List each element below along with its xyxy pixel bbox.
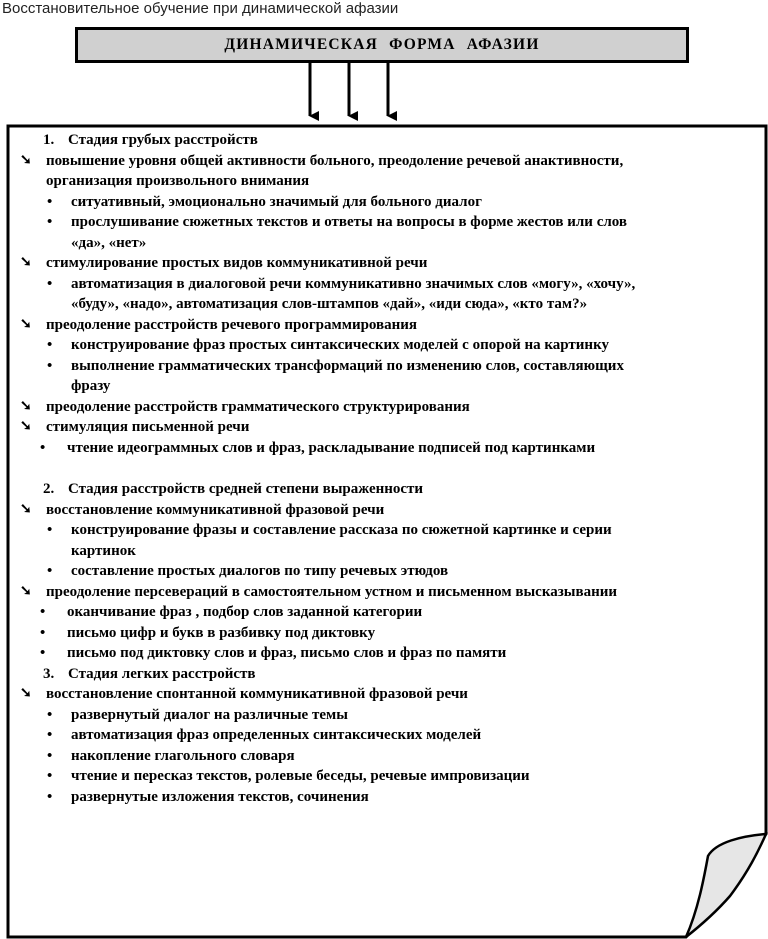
list-item: • письмо под диктовку слов и фраз, письмо слов и фраз по памяти [18, 643, 733, 664]
list-item: ➘ восстановление коммуникативной фразовой речи [18, 500, 733, 521]
bullet-icon: • [47, 337, 53, 353]
bullet-icon: • [40, 645, 46, 661]
bullet-icon: • [47, 357, 53, 374]
list-item: ➘ преодоление расстройств грамматического структурирования [18, 397, 733, 418]
bullet-icon: • [47, 275, 53, 292]
list-item: • развернутые изложения текстов, сочинения [18, 787, 733, 808]
list-item: • автоматизация в диалоговой речи коммуникативно значимых слов «могу», «хочу», [18, 274, 733, 295]
list-item: • конструирование фразы и составление рассказа по сюжетной картинке и серии [18, 520, 733, 541]
bullet-icon: • [40, 604, 46, 620]
title-text: ДИНАМИЧЕСКАЯ ФОРМА АФАЗИИ [224, 36, 540, 53]
list-item: • развернутый диалог на различные темы [18, 705, 733, 726]
arrow-bullet-icon: ➘ [20, 583, 32, 599]
stage-3-heading: 3. Стадия легких расстройств [43, 665, 256, 682]
bullet-icon: • [47, 747, 53, 764]
bullet-icon: • [40, 439, 46, 456]
list-item-continued: картинок [71, 542, 136, 559]
arrow-bullet-icon: ➘ [20, 255, 32, 270]
bullet-icon: • [47, 788, 53, 805]
spacer [18, 458, 733, 479]
list-item-continued: фразу [71, 378, 111, 394]
bullet-icon: • [47, 768, 53, 784]
list-item: • письмо цифр и букв в разбивку под диктовку [18, 623, 733, 644]
arrow-bullet-icon: ➘ [20, 419, 32, 434]
list-item: • составление простых диалогов по типу речевых этюдов [18, 561, 733, 582]
list-item: ➘ стимуляция письменной речи [18, 417, 733, 438]
arrow-bullet-icon: ➘ [20, 152, 32, 168]
bullet-icon: • [47, 727, 53, 743]
list-item: ➘ стимулирование простых видов коммуникативной речи [18, 253, 733, 274]
list-item: • чтение и пересказ текстов, ролевые беседы, речевые импровизации [18, 766, 733, 787]
list-item: ➘ преодоление расстройств речевого программирования [18, 315, 733, 336]
list-item: ➘ преодоление персевераций в самостоятельном устном и письменном высказывании [18, 582, 733, 603]
arrow-bullet-icon: ➘ [20, 398, 32, 414]
page-curl [686, 834, 766, 937]
list-item: • оканчивание фраз , подбор слов заданной категории [18, 602, 733, 623]
list-item: • прослушивание сюжетных текстов и ответы на вопросы в форме жестов или слов [18, 212, 733, 233]
bullet-icon: • [47, 522, 53, 538]
list-item: • ситуативный, эмоционально значимый для больного диалог [18, 192, 733, 213]
arrow-bullet-icon: ➘ [20, 316, 32, 332]
bullet-icon: • [47, 563, 53, 579]
content [18, 130, 733, 807]
bullet-icon: • [40, 624, 46, 641]
list-item: • чтение идеограммных слов и фраз, раскладывание подписей под картинками [18, 438, 733, 459]
arrow-bullet-icon: ➘ [20, 686, 32, 701]
list-item: • автоматизация фраз определенных синтаксических моделей [18, 725, 733, 746]
bullet-icon: • [47, 193, 53, 210]
list-item: ➘ восстановление спонтанной коммуникативной фразовой речи [18, 684, 733, 705]
list-item: • конструирование фраз простых синтаксических моделей с опорой на картинку [18, 335, 733, 356]
list-item-continued: «да», «нет» [71, 234, 147, 251]
arrow-bullet-icon: ➘ [20, 501, 32, 517]
bullet-icon: • [47, 706, 53, 723]
list-item: • накопление глагольного словаря [18, 746, 733, 767]
bullet-icon: • [47, 214, 53, 230]
stage-2-heading: 2. Стадия расстройств средней степени выраженности [43, 481, 424, 497]
list-item: • выполнение грамматических трансформаций по изменению слов, составляющих [18, 356, 733, 377]
list-item-continued: организация произвольного внимания [46, 173, 310, 189]
stage-1-heading: 1. Стадия грубых расстройств [43, 132, 258, 148]
page-caption: Восстановительное обучение при динамической афазии [2, 0, 399, 17]
list-item-continued: «буду», «надо», автоматизация слов-штампов «дай», «иди сюда», «кто там?» [71, 296, 588, 312]
list-item: ➘ повышение уровня общей активности больного, преодоление речевой анактивности, [18, 151, 733, 172]
